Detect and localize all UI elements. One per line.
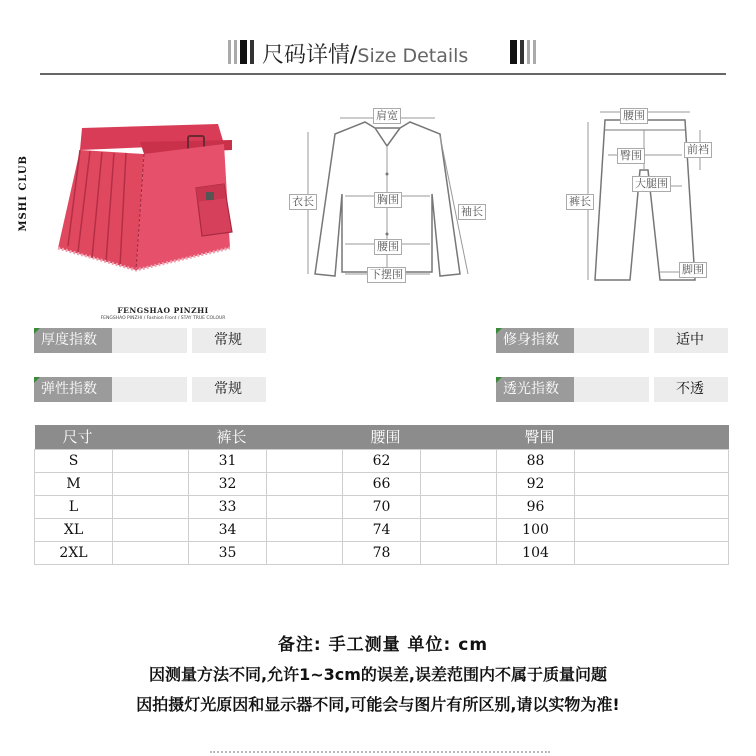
- cell-empty: [113, 518, 189, 541]
- cell-empty: [113, 541, 189, 564]
- cell-length: 34: [189, 518, 267, 541]
- note-color-disclaimer: 因拍摄灯光原因和显示器不同,可能会与图片有所区别,请以实物为准!: [136, 695, 620, 714]
- table-row: [35, 449, 729, 472]
- product-photo: [20, 110, 270, 325]
- cell-waist: 66: [343, 472, 421, 495]
- label-pants-waist: 腰围: [620, 108, 648, 124]
- cell-size: 2XL: [35, 541, 113, 564]
- header-hip: 臀围: [497, 425, 729, 449]
- elasticity-value: 常规: [214, 381, 242, 397]
- header-decor-left: [228, 40, 254, 64]
- cell-empty: [267, 518, 343, 541]
- brand-side-label: MSHI CLUB: [18, 155, 29, 232]
- label-pants-length: 裤长: [566, 194, 594, 210]
- cell-size: L: [35, 495, 113, 518]
- cell-size: XL: [35, 518, 113, 541]
- cell-empty: [421, 472, 497, 495]
- header-waist: 腰围: [343, 425, 497, 449]
- notes-block: [0, 630, 756, 715]
- label-shirt-length: 衣长: [289, 194, 317, 210]
- transparency-value-cell: [574, 377, 728, 402]
- brand-block: [88, 306, 238, 321]
- cell-length: 35: [189, 541, 267, 564]
- cell-empty: [113, 495, 189, 518]
- label-thigh: 大腿围: [632, 176, 671, 192]
- size-table: [34, 425, 729, 565]
- cell-empty: [113, 472, 189, 495]
- cell-waist: 70: [343, 495, 421, 518]
- cell-empty: [421, 449, 497, 472]
- header-decor-right: [510, 40, 536, 64]
- cell-size: M: [35, 472, 113, 495]
- brand-tagline: FENGSHAO PINZHI / Fashion Front / STAY TRUE COLOUR: [100, 316, 226, 321]
- cell-empty: [421, 518, 497, 541]
- cell-hip: 96: [497, 495, 575, 518]
- elasticity-value-cell: [112, 377, 266, 402]
- cell-hip: 92: [497, 472, 575, 495]
- header-size: 尺寸: [35, 425, 189, 449]
- table-row: [35, 495, 729, 518]
- label-shirt-waist: 腰围: [374, 239, 402, 255]
- label-shoulder: 肩宽: [373, 108, 401, 124]
- label-hem: 下摆围: [367, 267, 406, 283]
- table-header-row: [35, 425, 729, 449]
- thickness-value: 常规: [214, 332, 242, 348]
- cell-empty: [575, 449, 729, 472]
- cell-length: 33: [189, 495, 267, 518]
- cell-length: 32: [189, 472, 267, 495]
- note-tolerance: 因测量方法不同,允许1~3cm的误差,误差范围内不属于质量问题: [149, 665, 607, 684]
- label-chest: 胸围: [374, 192, 402, 208]
- label-leg-opening: 脚围: [679, 262, 707, 278]
- page-title: [262, 38, 468, 69]
- label-hip: 臀围: [617, 148, 645, 164]
- cell-empty: [421, 495, 497, 518]
- transparency-label: 透光指数: [496, 377, 574, 402]
- cell-empty: [575, 472, 729, 495]
- thickness-label: 厚度指数: [34, 328, 112, 353]
- cell-empty: [267, 541, 343, 564]
- header-length: 裤长: [189, 425, 343, 449]
- cell-empty: [575, 495, 729, 518]
- fit-value-cell: [574, 328, 728, 353]
- thickness-value-cell: [112, 328, 266, 353]
- title-en: Size Details: [357, 45, 469, 67]
- label-front-rise: 前裆: [684, 142, 712, 158]
- cell-empty: [575, 541, 729, 564]
- fit-value: 适中: [676, 332, 704, 348]
- cell-hip: 100: [497, 518, 575, 541]
- cell-empty: [421, 541, 497, 564]
- cell-empty: [267, 495, 343, 518]
- bottom-divider: [210, 751, 550, 756]
- transparency-value: 不透: [676, 381, 704, 397]
- cell-hip: 104: [497, 541, 575, 564]
- header-divider: [40, 73, 726, 75]
- note-measurement: 备注: 手工测量 单位: cm: [277, 635, 489, 655]
- cell-empty: [113, 449, 189, 472]
- cell-length: 31: [189, 449, 267, 472]
- label-sleeve: 袖长: [458, 204, 486, 220]
- cell-empty: [267, 449, 343, 472]
- cell-waist: 74: [343, 518, 421, 541]
- cell-size: S: [35, 449, 113, 472]
- table-row: [35, 541, 729, 564]
- cell-hip: 88: [497, 449, 575, 472]
- section-header: [0, 34, 756, 72]
- fit-label: 修身指数: [496, 328, 574, 353]
- elasticity-label: 弹性指数: [34, 377, 112, 402]
- cell-empty: [575, 518, 729, 541]
- title-cn: 尺码详情/: [262, 43, 358, 68]
- cell-waist: 62: [343, 449, 421, 472]
- cell-empty: [267, 472, 343, 495]
- table-row: [35, 518, 729, 541]
- table-row: [35, 472, 729, 495]
- cell-waist: 78: [343, 541, 421, 564]
- brand-name: FENGSHAO PINZHI: [117, 306, 209, 315]
